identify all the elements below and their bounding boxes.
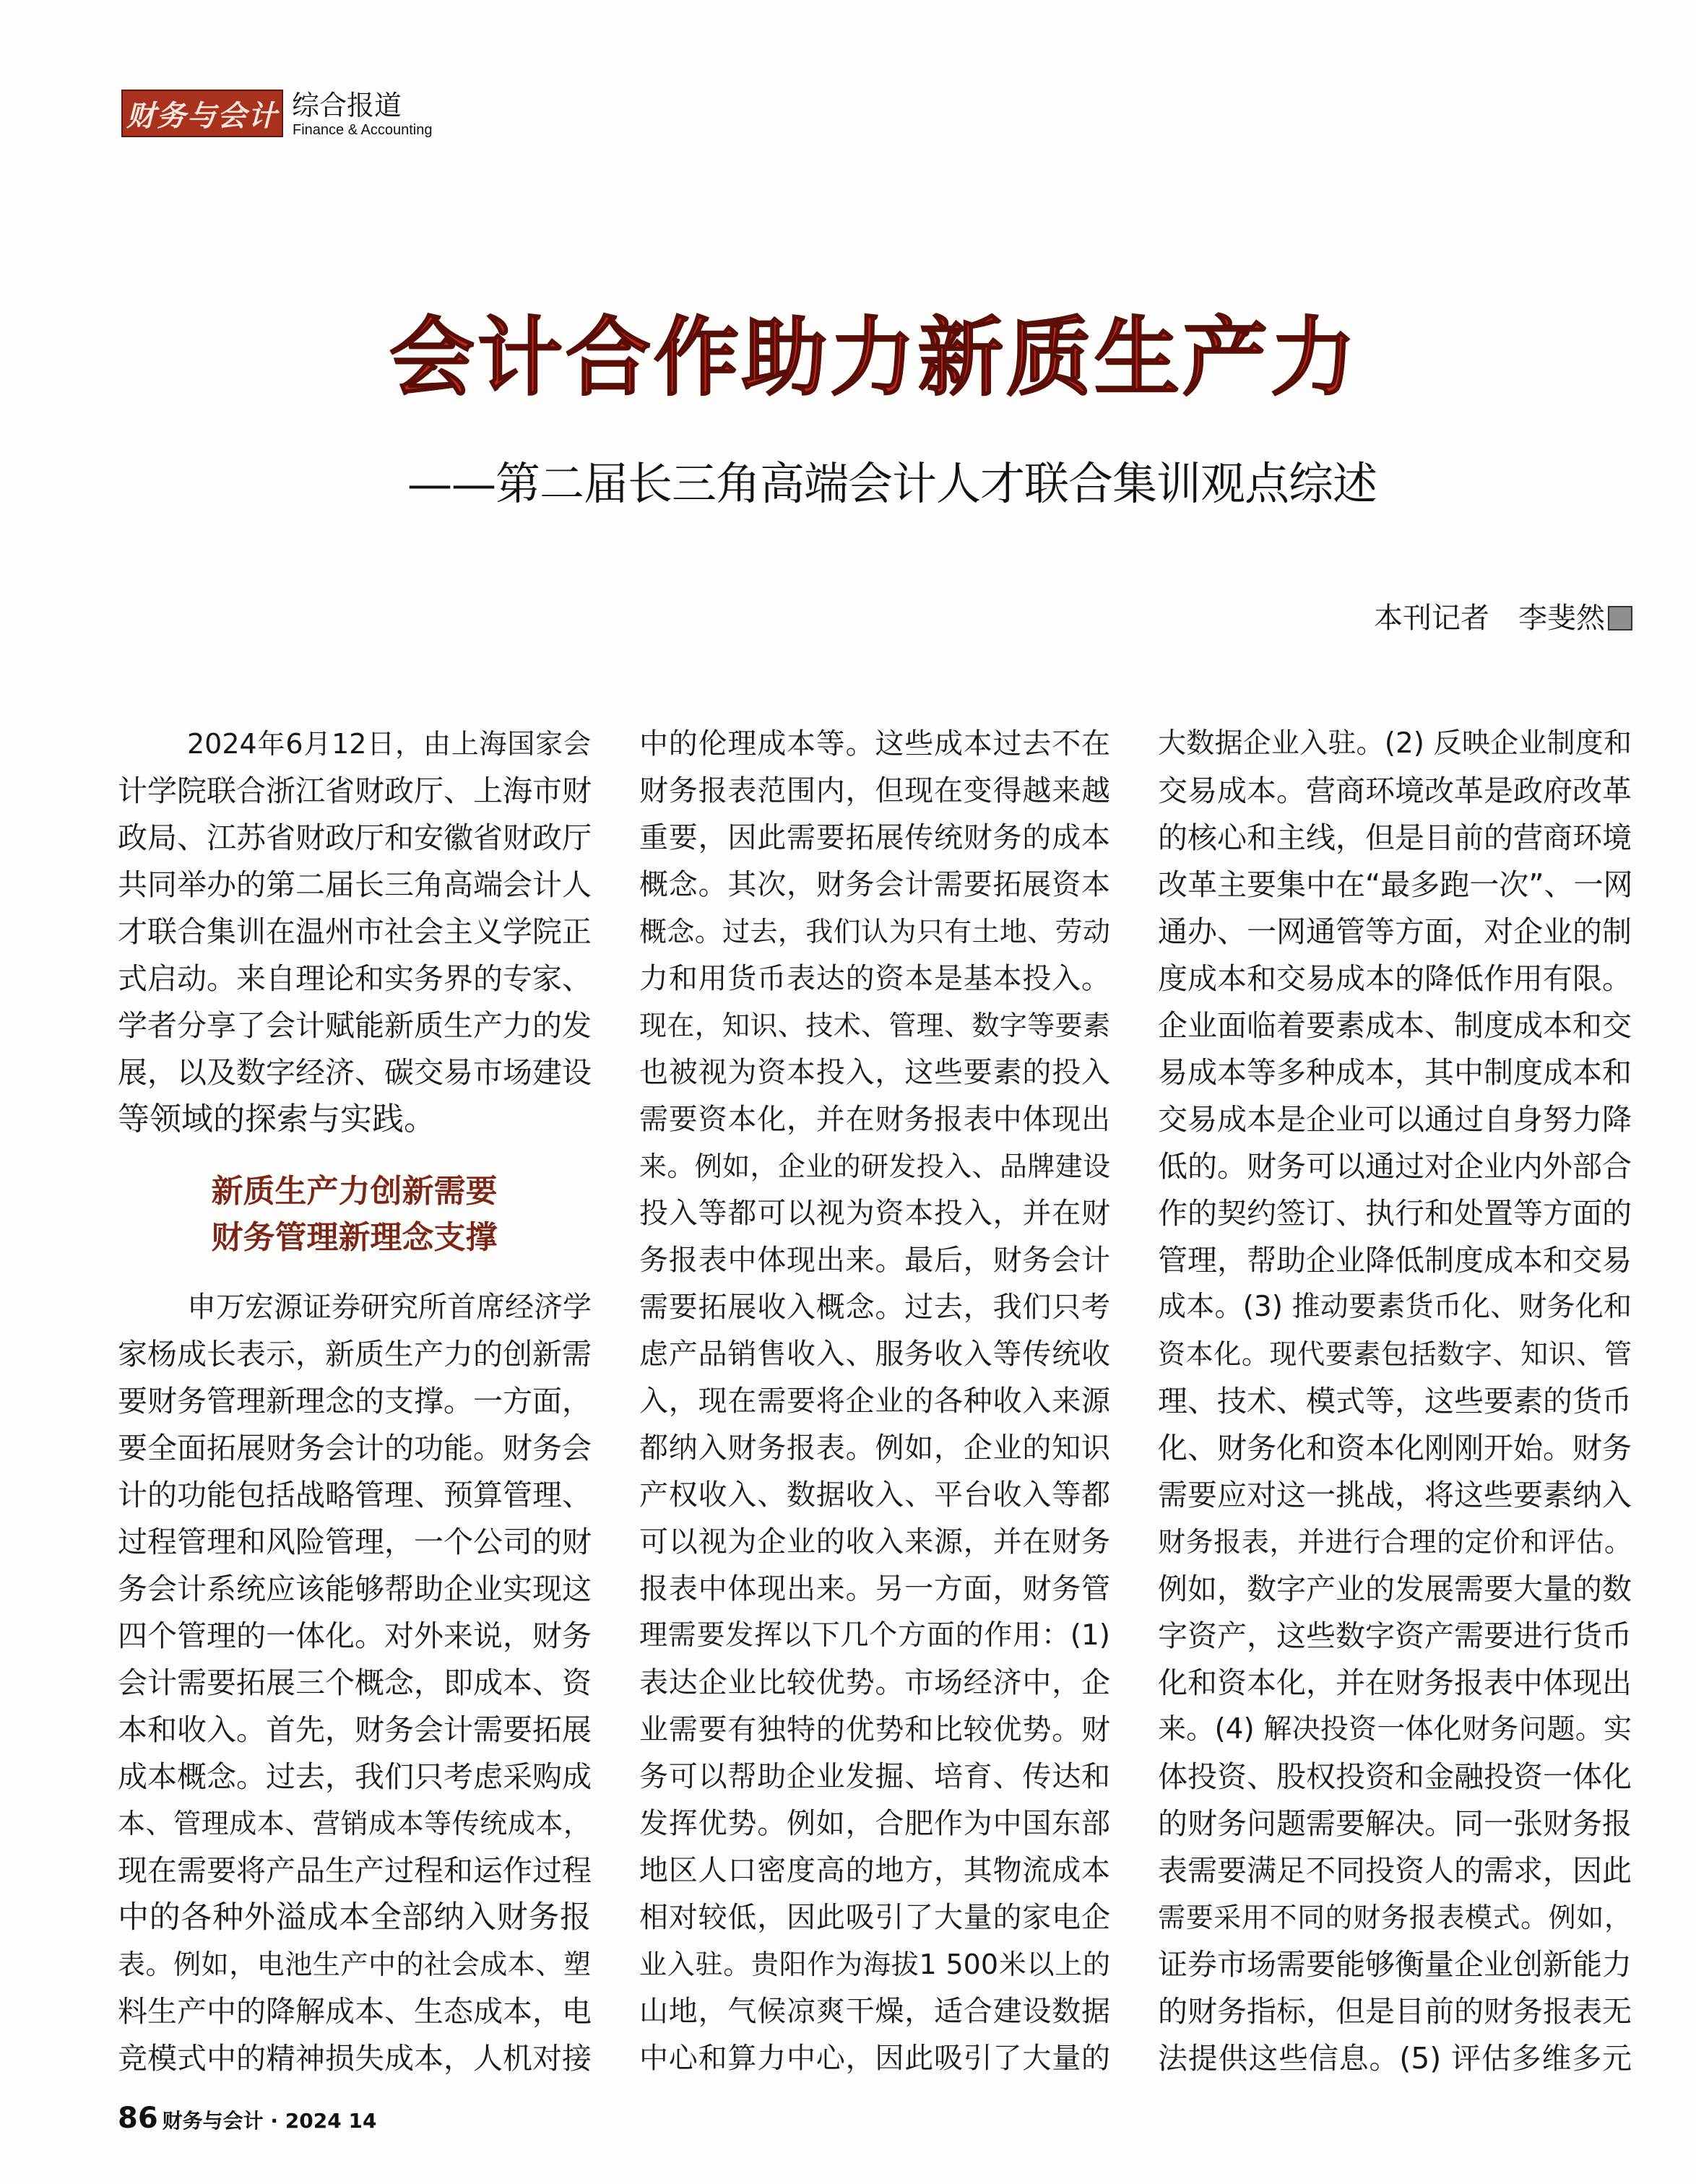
paragraph-line: 交易成本是企业可以通过自身努力降 (1158, 1102, 1632, 1137)
paragraph-line: 来。例如，企业的研发投入、品牌建设 (639, 1150, 1110, 1182)
paragraph-line: 来。(4) 解决投资一体化财务问题。实 (1158, 1713, 1632, 1746)
paragraph-line: 交易成本。营商环境改革是政府改革 (1158, 774, 1632, 808)
byline-name: 李斐然 (1518, 602, 1605, 635)
paragraph-line: 需要资本化，并在财务报表中体现出 (639, 1103, 1110, 1136)
magazine-logo (121, 90, 283, 137)
paragraph-line: 中心和算力中心，因此吸引了大量的 (639, 2042, 1110, 2075)
paragraph-line: 计的功能包括战略管理、预算管理、 (118, 1478, 592, 1512)
paragraph-line: 法提供这些信息。(5) 评估多维多元 (1158, 2041, 1632, 2076)
paragraph-line: 现在需要将产品生产过程和运作过程 (118, 1853, 592, 1888)
paragraph-line: 证券市场需要能够衡量企业创新能力 (1158, 1947, 1632, 1982)
paragraph-line: 也被视为资本投入，这些要素的投入 (639, 1056, 1110, 1089)
paragraph-line: 企业面临着要素成本、制度成本和交 (1158, 1008, 1632, 1043)
paragraph-line: 2024年6月12日，由上海国家会 (187, 728, 591, 760)
article-title: 会计合作助力新质生产力 (389, 307, 1359, 407)
paragraph-line: 务会计系统应该能够帮助企业实现这 (118, 1572, 592, 1606)
paragraph-line: 才联合集训在温州市社会主义学院正 (118, 914, 592, 949)
byline-role: 本刊记者 (1374, 602, 1489, 635)
paragraph-line: 等领域的探索与实践。 (118, 1101, 436, 1138)
paragraph-line: 虑产品销售收入、服务收入等传统收 (639, 1338, 1110, 1371)
paragraph-line: 通办、一网通管等方面，对企业的制 (1158, 914, 1632, 949)
paragraph-line: 入，现在需要将企业的各种收入来源 (639, 1384, 1110, 1418)
paragraph-line: 概念。过去，我们认为只有土地、劳动 (639, 916, 1110, 948)
paragraph-line: 重要，因此需要拓展传统财务的成本 (639, 821, 1110, 854)
paragraph-line: 料生产中的降解成本、生态成本，电 (118, 1994, 592, 2029)
paragraph-line: 务可以帮助企业发掘、培育、传达和 (639, 1760, 1110, 1793)
paragraph-line: 力和用货币表达的资本是基本投入。 (639, 962, 1110, 995)
paragraph-line: 要全面拓展财务会计的功能。财务会 (118, 1431, 592, 1465)
paragraph-line: 竞模式中的精神损失成本，人机对接 (118, 2041, 592, 2076)
paragraph-line: 的核心和主线，但是目前的营商环境 (1158, 820, 1632, 855)
paragraph-line: 财务报表范围内，但现在变得越来越 (639, 774, 1110, 807)
paragraph-line: 务报表中体现出来。最后，财务会计 (639, 1244, 1110, 1277)
paragraph-line: 都纳入财务报表。例如，企业的知识 (639, 1431, 1110, 1465)
paragraph-line: 产权收入、数据收入、平台收入等都 (639, 1478, 1110, 1512)
paragraph-line: 过程管理和风险管理，一个公司的财 (118, 1525, 592, 1559)
article-subtitle: ——第二届长三角高端会计人才联合集训观点综述 (407, 457, 1377, 510)
paragraph-line: 表达企业比较优势。市场经济中，企 (639, 1666, 1110, 1699)
section-heading-line: 新质生产力创新需要 (211, 1173, 498, 1210)
byline (1351, 598, 1632, 638)
paragraph-line: 申万宏源证券研究所首席经济学 (187, 1291, 592, 1324)
paragraph-line: 学者分享了会计赋能新质生产力的发 (118, 1008, 592, 1043)
paragraph-line: 可以视为企业的收入来源，并在财务 (639, 1525, 1110, 1559)
page-footer (118, 2102, 376, 2135)
section-heading-line: 财务管理新理念支撑 (211, 1219, 498, 1256)
paragraph-line: 理需要发挥以下几个方面的作用：(1) (639, 1619, 1110, 1652)
paragraph-line: 地区人口密度高的地方，其物流成本 (639, 1854, 1110, 1887)
paragraph-line: 化和资本化，并在财务报表中体现出 (1158, 1665, 1632, 1700)
section-label-english: Finance & Accounting (293, 122, 433, 138)
magazine-logo-text: 财务与会计 (126, 98, 278, 133)
paragraph-line: 理、技术、模式等，这些要素的货币 (1158, 1384, 1632, 1418)
paragraph-line: 的财务指标，但是目前的财务报表无 (1158, 1994, 1632, 2029)
paragraph-line: 本和收入。首先，财务会计需要拓展 (118, 1712, 592, 1747)
section-label: 综合报道 (292, 90, 402, 121)
paragraph-line: 本、管理成本、营销成本等传统成本， (118, 1808, 591, 1840)
paragraph-line: 要财务管理新理念的支撑。一方面， (118, 1384, 592, 1418)
paragraph-line: 作的契约签订、执行和处置等方面的 (1158, 1196, 1632, 1231)
paragraph-line: 相对较低，因此吸引了大量的家电企 (639, 1901, 1110, 1934)
page-number: 86 (118, 2102, 158, 2135)
paragraph-line: 业入驻。贵阳作为海拔1 500米以上的 (639, 1949, 1110, 1980)
paragraph-line: 家杨成长表示，新质生产力的创新需 (118, 1337, 592, 1372)
paragraph-line: 财务报表，并进行合理的定价和评估。 (1158, 1526, 1632, 1558)
paragraph-line: 管理，帮助企业降低制度成本和交易 (1158, 1243, 1632, 1278)
paragraph-line: 中的各种外溢成本全部纳入财务报 (118, 1899, 591, 1936)
paragraph-line: 的财务问题需要解决。同一张财务报 (1158, 1806, 1632, 1841)
paragraph-line: 展，以及数字经济、碳交易市场建设 (118, 1055, 592, 1090)
paragraph-line: 式启动。来自理论和实务界的专家、 (118, 961, 592, 996)
paragraph-line: 投入等都可以视为资本投入，并在财 (639, 1197, 1110, 1230)
paragraph-line: 政局、江苏省财政厅和安徽省财政厅 (118, 820, 592, 855)
paragraph-line: 改革主要集中在“最多跑一次”、一网 (1158, 867, 1633, 902)
paragraph-line: 概念。其次，财务会计需要拓展资本 (639, 868, 1110, 901)
paragraph-line: 四个管理的一体化。对外来说，财务 (118, 1618, 592, 1653)
paragraph-line: 中的伦理成本等。这些成本过去不在 (639, 727, 1110, 760)
paragraph-line: 现在，知识、技术、管理、数字等要素 (639, 1010, 1110, 1041)
paragraph-line: 低的。财务可以通过对企业内外部合 (1158, 1149, 1632, 1184)
paragraph-line: 度成本和交易成本的降低作用有限。 (1158, 961, 1632, 996)
paragraph-line: 需要应对这一挑战，将这些要素纳入 (1158, 1478, 1632, 1512)
paragraph-line: 大数据企业入驻。(2) 反映企业制度和 (1158, 727, 1632, 760)
paragraph-line: 化、财务化和资本化刚刚开始。财务 (1158, 1431, 1632, 1465)
paragraph-line: 字资产，这些数字资产需要进行货币 (1158, 1618, 1632, 1653)
paragraph-line: 易成本等多种成本，其中制度成本和 (1158, 1055, 1632, 1090)
footer-magazine-issue: 财务与会计 · 2024 14 (162, 2109, 377, 2133)
paragraph-line: 表。例如，电池生产中的社会成本、塑 (118, 1949, 591, 1980)
paragraph-line: 需要采用不同的财务报表模式。例如， (1158, 1902, 1632, 1933)
paragraph-line: 山地，气候凉爽干燥，适合建设数据 (639, 1995, 1110, 2028)
paragraph-line: 体投资、股权投资和金融投资一体化 (1158, 1759, 1632, 1794)
paragraph-line: 成本。(3) 推动要素货币化、财务化和 (1158, 1291, 1632, 1323)
paragraph-line: 共同举办的第二届长三角高端会计人 (118, 867, 592, 902)
paragraph-line: 报表中体现出来。另一方面，财务管 (639, 1572, 1110, 1606)
paragraph-line: 资本化。现代要素包括数字、知识、管 (1158, 1338, 1632, 1370)
paragraph-line: 业需要有独特的优势和比较优势。财 (639, 1713, 1110, 1746)
paragraph-line: 例如，数字产业的发展需要大量的数 (1158, 1572, 1632, 1606)
end-mark-icon (1608, 606, 1632, 630)
paragraph-line: 发挥优势。例如，合肥作为中国东部 (639, 1807, 1110, 1840)
paragraph-line: 成本概念。过去，我们只考虑采购成 (118, 1759, 592, 1794)
paragraph-line: 计学院联合浙江省财政厅、上海市财 (118, 774, 592, 808)
paragraph-line: 需要拓展收入概念。过去，我们只考 (639, 1291, 1110, 1324)
paragraph-line: 表需要满足不同投资人的需求，因此 (1158, 1853, 1632, 1888)
paragraph-line: 会计需要拓展三个概念，即成本、资 (118, 1665, 592, 1700)
